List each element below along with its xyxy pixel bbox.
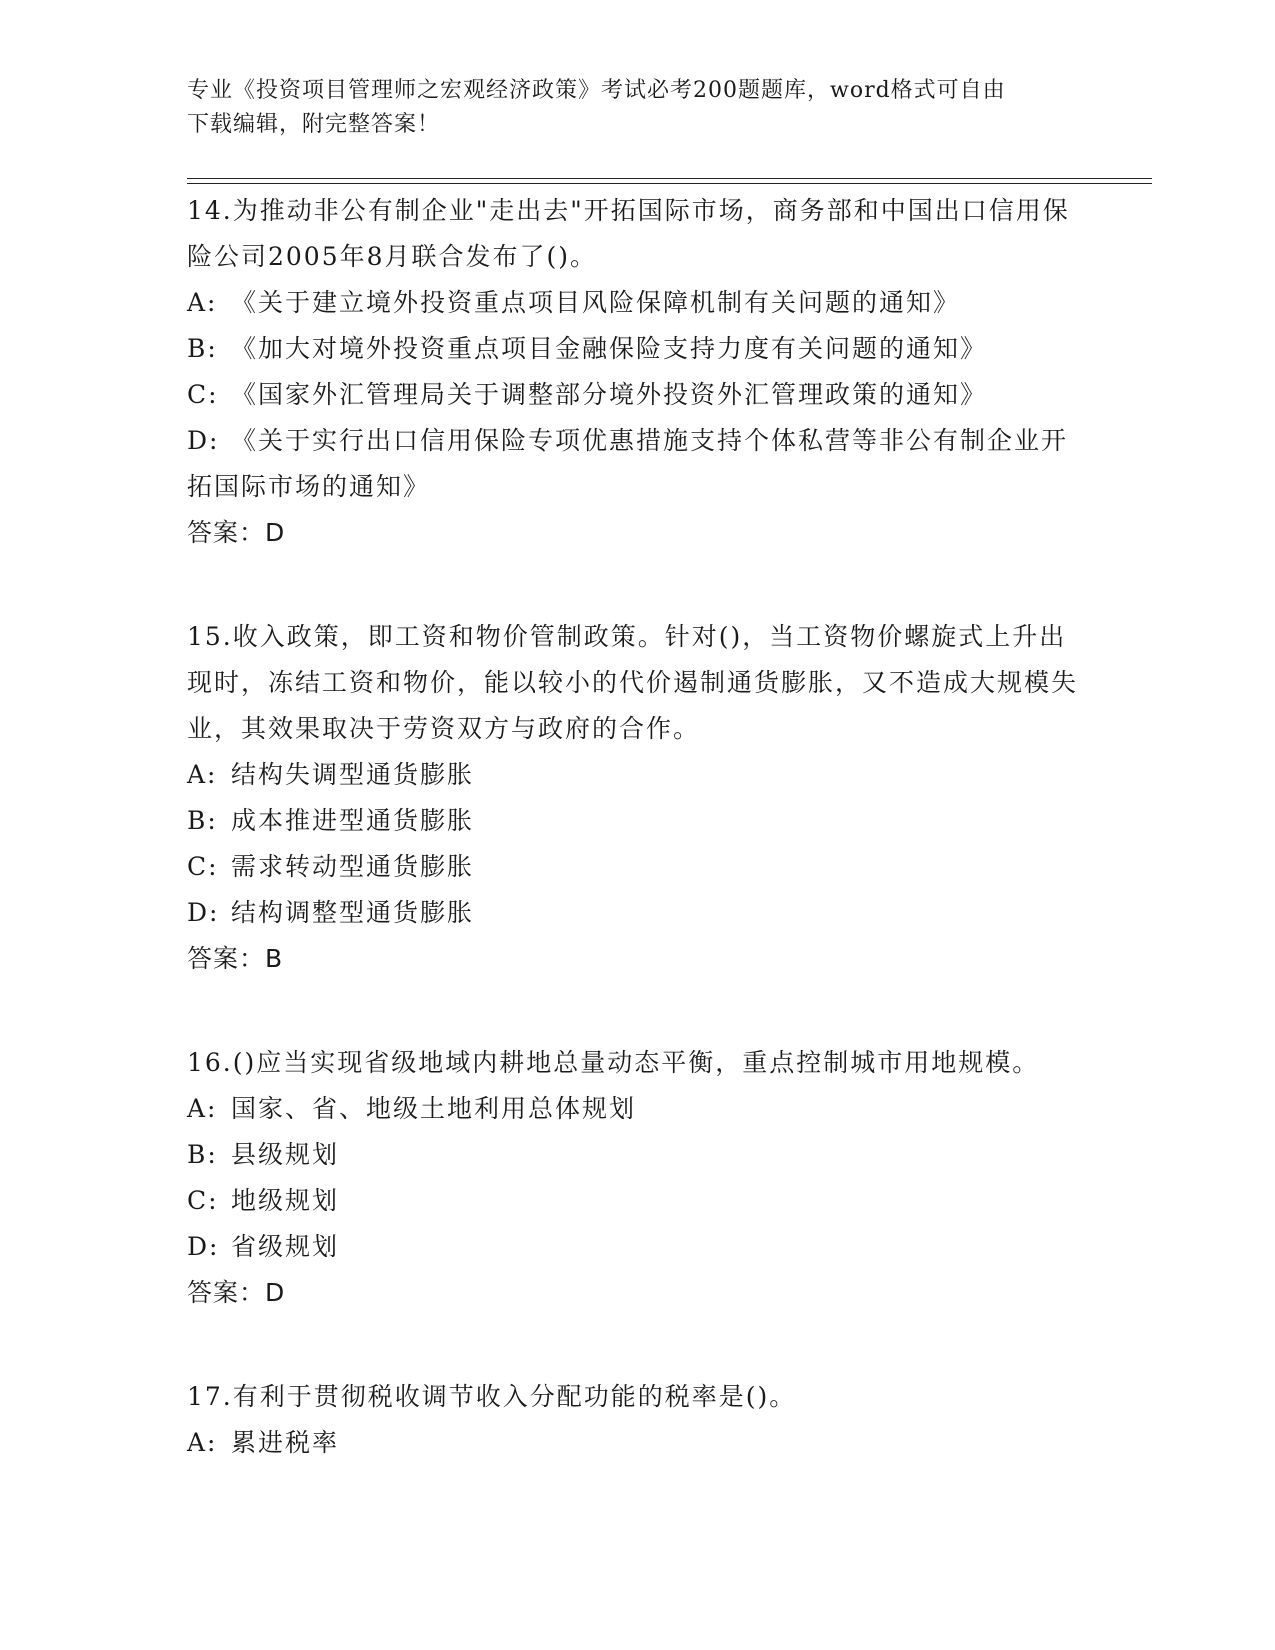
option-key: A: — [187, 1428, 218, 1457]
option-c — [187, 844, 1087, 890]
option-text: 《国家外汇管理局关于调整部分境外投资外汇管理政策的通知》 — [231, 380, 988, 409]
option-text: 地级规划 — [231, 1186, 340, 1215]
option-d — [187, 890, 1087, 936]
option-text: 结构失调型通货膨胀 — [231, 760, 475, 789]
option-text: 国家、省、地级土地利用总体规划 — [231, 1094, 637, 1123]
option-a — [187, 1420, 1087, 1466]
option-key: B: — [187, 806, 218, 835]
header-divider-top — [187, 178, 1152, 179]
option-a — [187, 1086, 1087, 1132]
option-key: B: — [187, 1140, 218, 1169]
option-text: 《加大对境外投资重点项目金融保险支持力度有关问题的通知》 — [231, 334, 988, 363]
option-text: 结构调整型通货膨胀 — [231, 898, 475, 927]
question-16 — [187, 1040, 1087, 1316]
answer-line: 答案：D — [187, 1278, 286, 1307]
option-key: D: — [187, 1232, 220, 1261]
option-key: D: — [187, 426, 220, 455]
option-b — [187, 1132, 1087, 1178]
header-line-2: 下载编辑，附完整答案！ — [187, 112, 441, 137]
option-text: 县级规划 — [231, 1140, 340, 1169]
option-text: 累进税率 — [231, 1428, 340, 1457]
option-b — [187, 326, 1087, 372]
question-14 — [187, 188, 1087, 556]
question-text: 17.有利于贯彻税收调节收入分配功能的税率是()。 — [187, 1382, 797, 1411]
option-key: B: — [187, 334, 218, 363]
document-header — [187, 74, 1087, 142]
header-divider-bottom — [187, 183, 1152, 184]
question-15 — [187, 614, 1087, 982]
option-text: 需求转动型通货膨胀 — [231, 852, 475, 881]
option-text: 《关于建立境外投资重点项目风险保障机制有关问题的通知》 — [231, 288, 961, 317]
option-a — [187, 752, 1087, 798]
question-text: 16.()应当实现省级地域内耕地总量动态平衡，重点控制城市用地规模。 — [187, 1048, 1040, 1077]
option-a — [187, 280, 1087, 326]
option-c — [187, 372, 1087, 418]
option-key: C: — [187, 1186, 219, 1215]
option-key: C: — [187, 852, 219, 881]
option-d — [187, 418, 1087, 510]
option-text: 《关于实行出口信用保险专项优惠措施支持个体私营等非公有制企业开拓国际市场的通知》 — [187, 426, 1069, 501]
question-list — [187, 188, 1087, 1524]
option-key: D: — [187, 898, 220, 927]
header-line-1: 专业《投资项目管理师之宏观经济政策》考试必考200题题库，word格式可自由 — [187, 78, 1006, 103]
option-d — [187, 1224, 1087, 1270]
answer-line: 答案：D — [187, 518, 286, 547]
question-text: 15.收入政策，即工资和物价管制政策。针对()，当工资物价螺旋式上升出现时，冻结工资和物价，能以较小的代价遏制通货膨胀，又不造成大规模失业，其效果取决于劳资双方与政府的合作。 — [187, 622, 1079, 743]
option-key: A: — [187, 1094, 218, 1123]
option-c — [187, 1178, 1087, 1224]
question-text: 14.为推动非公有制企业"走出去"开拓国际市场，商务部和中国出口信用保险公司2005年8月联合发布了()。 — [187, 196, 1070, 271]
option-b — [187, 798, 1087, 844]
option-key: A: — [187, 288, 218, 317]
option-key: C: — [187, 380, 219, 409]
option-text: 省级规划 — [231, 1232, 340, 1261]
option-text: 成本推进型通货膨胀 — [231, 806, 475, 835]
question-17 — [187, 1374, 1087, 1466]
option-key: A: — [187, 760, 218, 789]
answer-line: 答案：B — [187, 944, 284, 973]
